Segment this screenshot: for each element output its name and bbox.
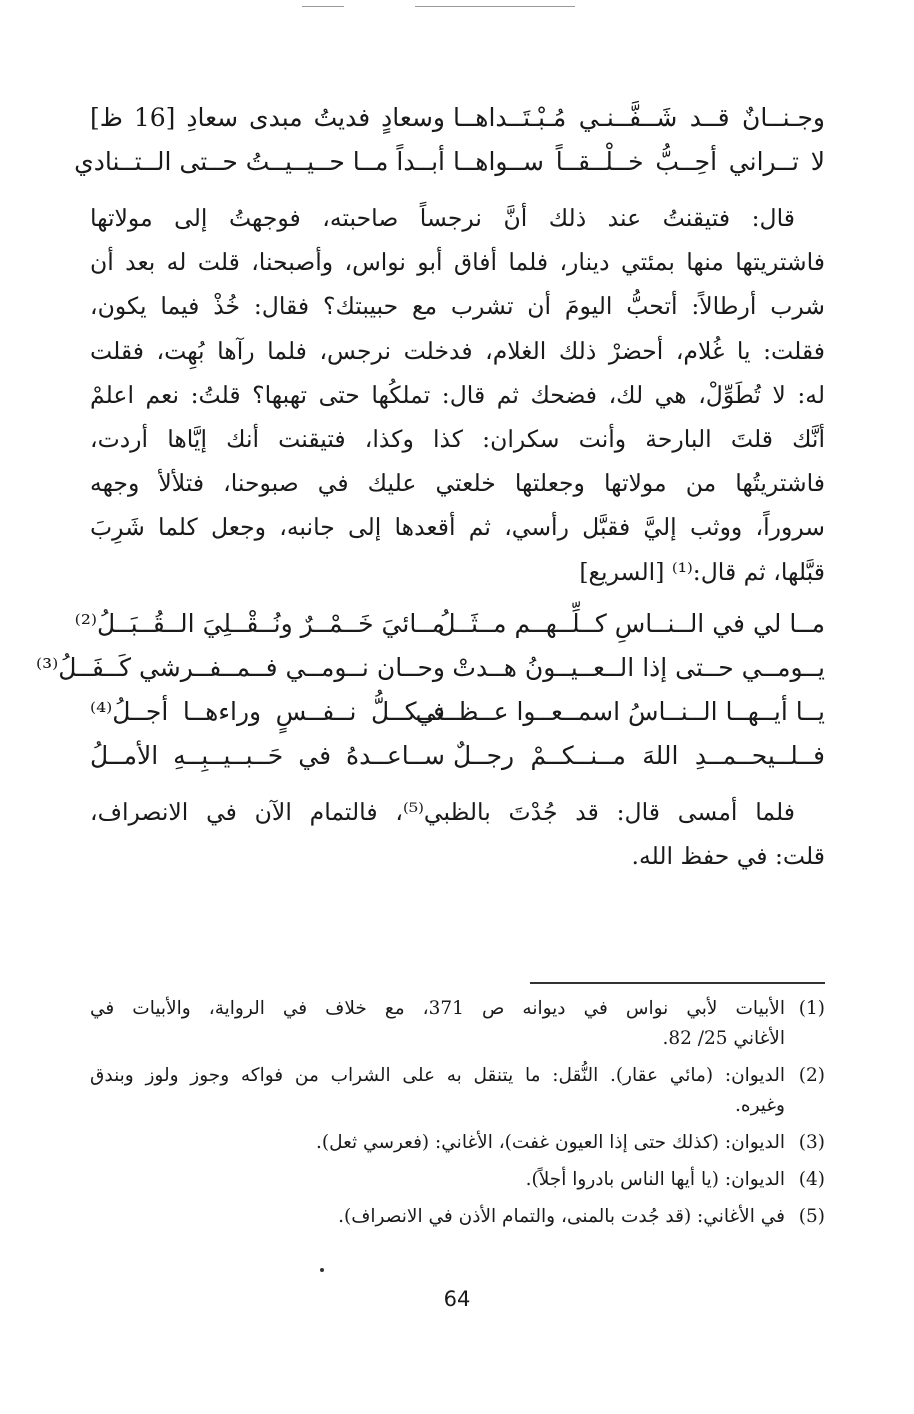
verse-line <box>74 602 825 646</box>
footnote-number: (2) <box>798 1065 825 1086</box>
prose-line: شرب أرطالاً: أتحبُّ اليومَ أن تشرب مع حبيبتك؟ فقال: خُذْ فيما يكون، <box>90 292 825 321</box>
prose-line: قلت: في حفظ الله. <box>631 841 825 870</box>
prose-paragraph <box>90 196 825 594</box>
verse-second-hemistich: وحــان نــومــي فــمــفــرشي كَــفَــلُ⁽³⁾ <box>35 652 445 682</box>
verse-first-hemistich: وجـنــانٌ قــد شَــفَّــنـي مُـبْـتَــداهــا <box>453 103 825 132</box>
top-rule-right <box>415 6 575 7</box>
verse-first-hemistich: فــلــيحــمــدِ اللهَ مــنــكــمْ رجــلٌ <box>453 740 825 770</box>
verse-second-hemistich: وسعادٍ فديتُ مبدى سعادِ [16 ظ] <box>90 103 445 132</box>
verse-line <box>90 690 825 734</box>
top-rule-left <box>302 6 344 7</box>
verse-line <box>90 96 825 140</box>
footnote-line: الأغاني 25/ 82. <box>662 1028 785 1049</box>
footnote-number: (3) <box>798 1132 825 1153</box>
verse-line <box>74 140 825 184</box>
footnote <box>90 1061 825 1121</box>
footnote-line: الديوان: (كذلك حتى إذا العيون غفت)، الأغاني: (فعرسي ثعل). <box>315 1132 785 1153</box>
verse-second-hemistich: ســاعــدهُ في حَــبــيــبِــهِ الأمــلُ <box>90 740 445 770</box>
prose-line: فاشتريتُها من مولاتها وجعلتها خلعتي عليك في صبوحنا، فتلألأ وجهه <box>90 469 825 498</box>
footnote-line: الديوان: (مائي عقار). النُّقل: ما يتنقل به على الشراب من فواكه وجوز ولوز وبندق <box>90 1065 785 1086</box>
footnote-line: الديوان: (يا أيها الناس بادروا أجلاً). <box>525 1169 785 1190</box>
verse-line <box>35 646 825 690</box>
footnote-number: (5) <box>798 1206 825 1227</box>
prose-line: قال: فتيقنتُ عند ذلك أنَّ نرجساً صاحبته، فوجهتُ إلى مولاتها <box>90 204 795 232</box>
prose-line: سروراً، ووثب إليَّ فقبَّل رأسي، ثم أقعدها إلى جانبه، وجعل كلما شَرِبَ <box>90 513 825 542</box>
verse-first-hemistich: يــومــي حــتى إذا الــعــيــونُ هــدتْ <box>452 652 825 682</box>
footnote <box>90 1165 825 1195</box>
footnote-line: وغيره. <box>735 1095 785 1116</box>
footnote-separator <box>530 982 825 984</box>
footnotes <box>90 994 825 1232</box>
footnote-number: (1) <box>798 998 825 1019</box>
verse-line <box>90 734 825 778</box>
footnote <box>90 994 825 1054</box>
verse-second-hemistich: مــائيَ خَــمْــرٌ ونُــقْــلِيَ الــقُــبَــلُ⁽²⁾ <box>74 608 445 638</box>
verse-first-hemistich: مــا لي في الــنــاسِ كــلِّــهــم مــثَــلُ <box>437 608 825 638</box>
prose-line: فاشتريتها منها بمئتي دينار، فلما أفاق أبو نواس، وأصبحنا، قلت له بعد أن <box>90 248 825 277</box>
closing-paragraph <box>90 790 825 878</box>
verse-first-hemistich: يــا أيــهــا الــنــاسُ اسمــعــوا عــظــتي <box>415 696 825 726</box>
prose-line: فلما أمسى قال: قد جُدْتَ بالظبي⁽⁵⁾، فالتمام الآن في الانصراف، <box>90 797 795 826</box>
prose-line: له: لا تُطَوِّلْ، هي لك، فضحك ثم قال: تملكُها حتى تهبها؟ قلتُ: نعم اعلمْ <box>90 380 825 409</box>
footnote-line: الأبيات لأبي نواس في ديوانه ص 371، مع خلاف في الرواية، والأبيات في <box>90 998 785 1019</box>
footnote-line: في الأغاني: (قد جُدت بالمنى، والتمام الأذن في الانصراف). <box>338 1206 785 1227</box>
prose-line: فقلت: يا غُلام، أحضرْ ذلك الغلام، فدخلت نرجس، فلما رآها بُهِت، فقلت <box>90 336 825 365</box>
main-text <box>35 96 825 878</box>
verse-second-hemistich: فــكــلُّ نــفــسٍ وراءهــا أجــلُ⁽⁴⁾ <box>90 696 445 726</box>
verse-second-hemistich: أبــداً مــا حــيــيــتُ حــتى الــتــنادي <box>74 147 445 176</box>
footnote-number: (4) <box>798 1169 825 1190</box>
page-number: 64 <box>443 1287 471 1311</box>
prose-line: أنَّك قلتَ البارحة وأنت سكران: كذا وكذا، فتيقنت أنك إيَّاها أردت، <box>90 424 825 453</box>
footnote <box>90 1128 825 1158</box>
footnote <box>90 1202 825 1232</box>
verse-first-hemistich: لا تــراني أحِــبُّ خــلْــقــاً ســواهــا <box>453 147 825 176</box>
prose-line: قبَّلها، ثم قال:⁽¹⁾ [السريع] <box>579 557 825 586</box>
stray-dot <box>320 1268 324 1272</box>
